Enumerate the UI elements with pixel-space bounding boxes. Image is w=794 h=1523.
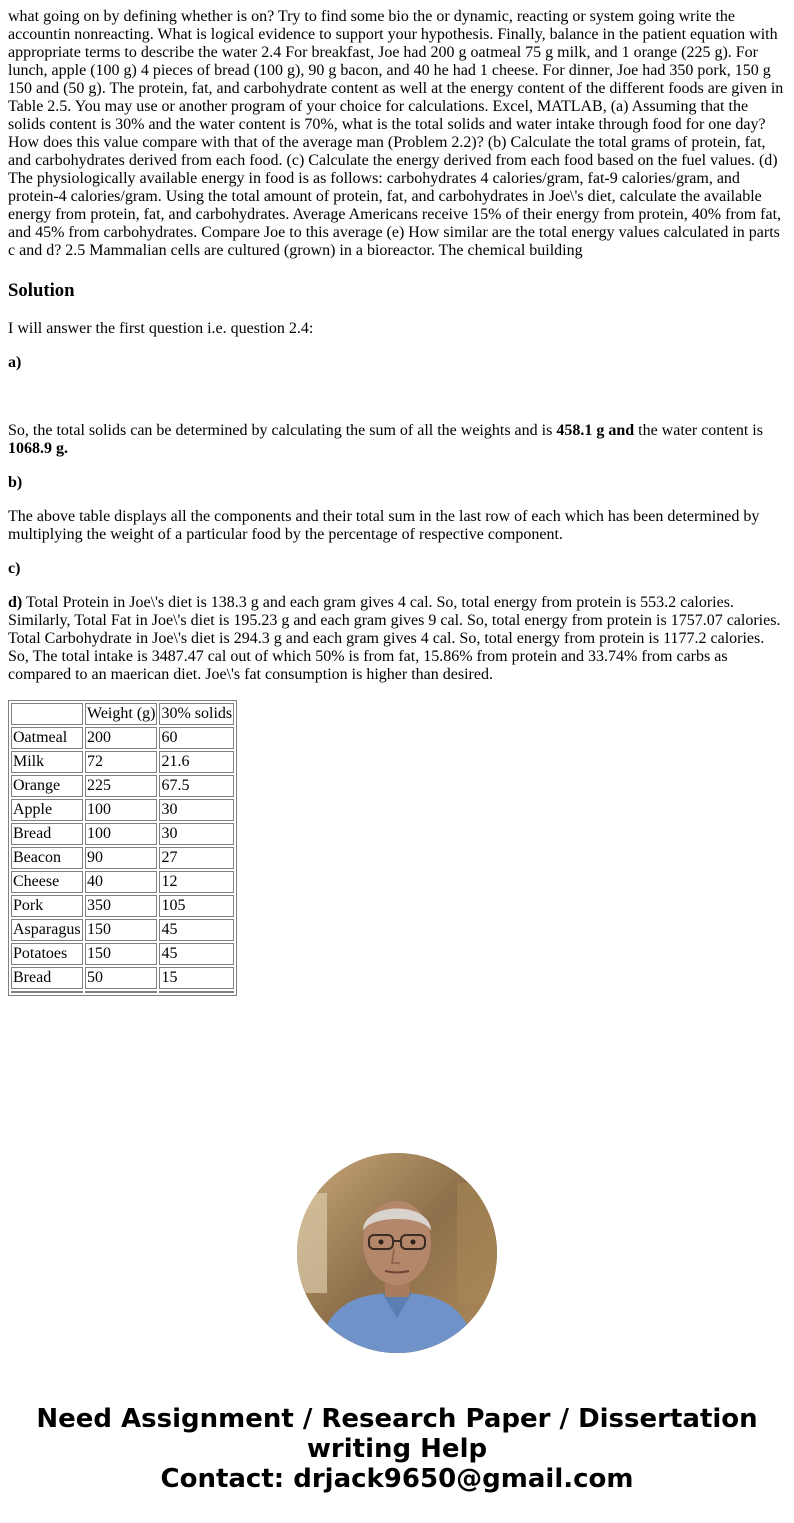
table-cell-solids: 30 [159, 823, 234, 845]
table-cell-weight: 100 [85, 823, 157, 845]
question-text: what going on by defining whether is on? Try to find some bio the or dynamic, reacting or system going write the accountin nonreacting. What is logical evidence to support your hypothesis. Finally, balance in the patient equation with appropriate terms to describe the water 2.4 For breakfast, Joe had 200 g oatmeal 75 g milk, and 1 orange (225 g). For lunch, apple (100 g) 4 pieces of bread (100 g), 90 g bacon, and 40 he had 1 cheese. For dinner, Joe had 350 pork, 150 g 150 and (50 g). The protein, fat, and carbohydrate content as well at the energy content of the different foods are given in Table 2.5. You may use or another program of your choice for calculations. Excel, MATLAB, (a) Assuming that the solids content is 30% and the water content is 70%, what is the total solids and water intake through food for one day? How does this value compare with that of the average man (Problem 2.2)? (b) Calculate the total grams of protein, fat, and carbohydrates derived from each food. (c) Calculate the energy derived from each food based on the fuel values. (d) The physiologically available energy in food is as follows: carbohydrates 4 calories/gram, fat-9 calories/gram, and protein-4 calories/gram. Using the total amount of protein, fat, and carbohydrates in Joe\'s diet, calculate the available energy from protein, fat, and carbohydrates. Average Americans receive 15% of their energy from protein, 40% from fat, and 45% from carbohydrates. Compare Joe to this average (e) How similar are the total energy values calculated in parts c and d? 2.5 Mammalian cells are cultured (grown) in a bioreactor. The chemical building [8, 8, 784, 259]
table-row [11, 871, 234, 893]
table-cell-food: Potatoes [11, 943, 83, 965]
part-d-text: Total Protein in Joe\'s diet is 138.3 g and each gram gives 4 cal. So, total energy from protein is 553.2 calories. Similarly, Total Fat in Joe\'s diet is 195.23 g and each gram gives 9 cal. So, total energy from protein is 1757.07 calories. Total Carbohydrate in Joe\'s diet is 294.3 g and each gram gives 4 cal. So, total energy from protein is 1177.2 calories. So, The total intake is 3487.47 cal out of which 50% is from fat, 15.86% from protein and 33.74% from carbs as compared to an maerican diet. Joe\'s fat consumption is higher than desired. [8, 594, 781, 683]
person-portrait-icon [297, 1153, 497, 1353]
solution-heading: Solution [8, 280, 75, 301]
table-header-cell: 30% solids [159, 703, 234, 725]
table-cell-empty [11, 991, 83, 993]
part-d-label: d) [8, 594, 23, 611]
table-row [11, 799, 234, 821]
part-a-text-2: the water content is [634, 422, 763, 439]
author-avatar [297, 1153, 497, 1353]
table-cell-food: Apple [11, 799, 83, 821]
table-cell-weight: 72 [85, 751, 157, 773]
table-row [11, 775, 234, 797]
table-cell-food: Bread [11, 823, 83, 845]
table-cell-empty [85, 991, 157, 993]
table-header-row [11, 703, 234, 725]
footer-line-1: Need Assignment / Research Paper / Dissertation [36, 1404, 758, 1434]
part-a-total-solids: 458.1 g and [556, 422, 635, 439]
footer-banner [0, 1404, 794, 1494]
table-cell-weight: 50 [85, 967, 157, 989]
table-header-cell: Weight (g) [85, 703, 157, 725]
table-cell-weight: 150 [85, 943, 157, 965]
table-cell-weight: 100 [85, 799, 157, 821]
solids-table [8, 700, 237, 996]
table-row [11, 967, 234, 989]
table-cell-solids: 105 [159, 895, 234, 917]
table-cell-food: Pork [11, 895, 83, 917]
part-a-water-content: 1068.9 g. [8, 440, 68, 457]
table-cell-food: Orange [11, 775, 83, 797]
table-cell-weight: 225 [85, 775, 157, 797]
table-cell-empty [159, 991, 234, 993]
table-cell-weight: 350 [85, 895, 157, 917]
part-c-label: c) [8, 560, 21, 577]
solution-intro: I will answer the first question i.e. question 2.4: [8, 320, 314, 337]
part-a-label: a) [8, 354, 22, 371]
table-cell-food: Milk [11, 751, 83, 773]
table-row [11, 943, 234, 965]
part-a-text-1: So, the total solids can be determined by calculating the sum of all the weights and is [8, 422, 557, 439]
part-a-answer [8, 422, 786, 458]
table-cell-solids: 45 [159, 919, 234, 941]
footer-line-2: writing Help [306, 1434, 488, 1464]
table-row [11, 751, 234, 773]
main-content [8, 8, 786, 996]
table-cell-solids: 27 [159, 847, 234, 869]
table-cell-weight: 40 [85, 871, 157, 893]
table-cell-food: Cheese [11, 871, 83, 893]
table-row [11, 823, 234, 845]
table-cell-solids: 30 [159, 799, 234, 821]
table-header-cell [11, 703, 83, 725]
table-cell-solids: 45 [159, 943, 234, 965]
table-cell-weight: 150 [85, 919, 157, 941]
table-cell-solids: 60 [159, 727, 234, 749]
table-cell-food: Asparagus [11, 919, 83, 941]
table-cell-food: Oatmeal [11, 727, 83, 749]
part-d-answer [8, 594, 786, 684]
table-row [11, 727, 234, 749]
table-row-empty [11, 991, 234, 993]
table-cell-food: Beacon [11, 847, 83, 869]
table-cell-solids: 21.6 [159, 751, 234, 773]
table-row [11, 895, 234, 917]
table-cell-solids: 15 [159, 967, 234, 989]
table-row [11, 919, 234, 941]
table-cell-solids: 67.5 [159, 775, 234, 797]
part-b-label: b) [8, 474, 23, 491]
table-cell-weight: 90 [85, 847, 157, 869]
part-b-text: The above table displays all the components and their total sum in the last row of each which has been determined by multiplying the weight of a particular food by the percentage of respective component. [8, 508, 760, 543]
footer-contact: Contact: drjack9650@gmail.com [160, 1464, 634, 1494]
part-a-spacer [8, 388, 786, 422]
table-cell-solids: 12 [159, 871, 234, 893]
table-cell-weight: 200 [85, 727, 157, 749]
table-row [11, 847, 234, 869]
table-cell-food: Bread [11, 967, 83, 989]
